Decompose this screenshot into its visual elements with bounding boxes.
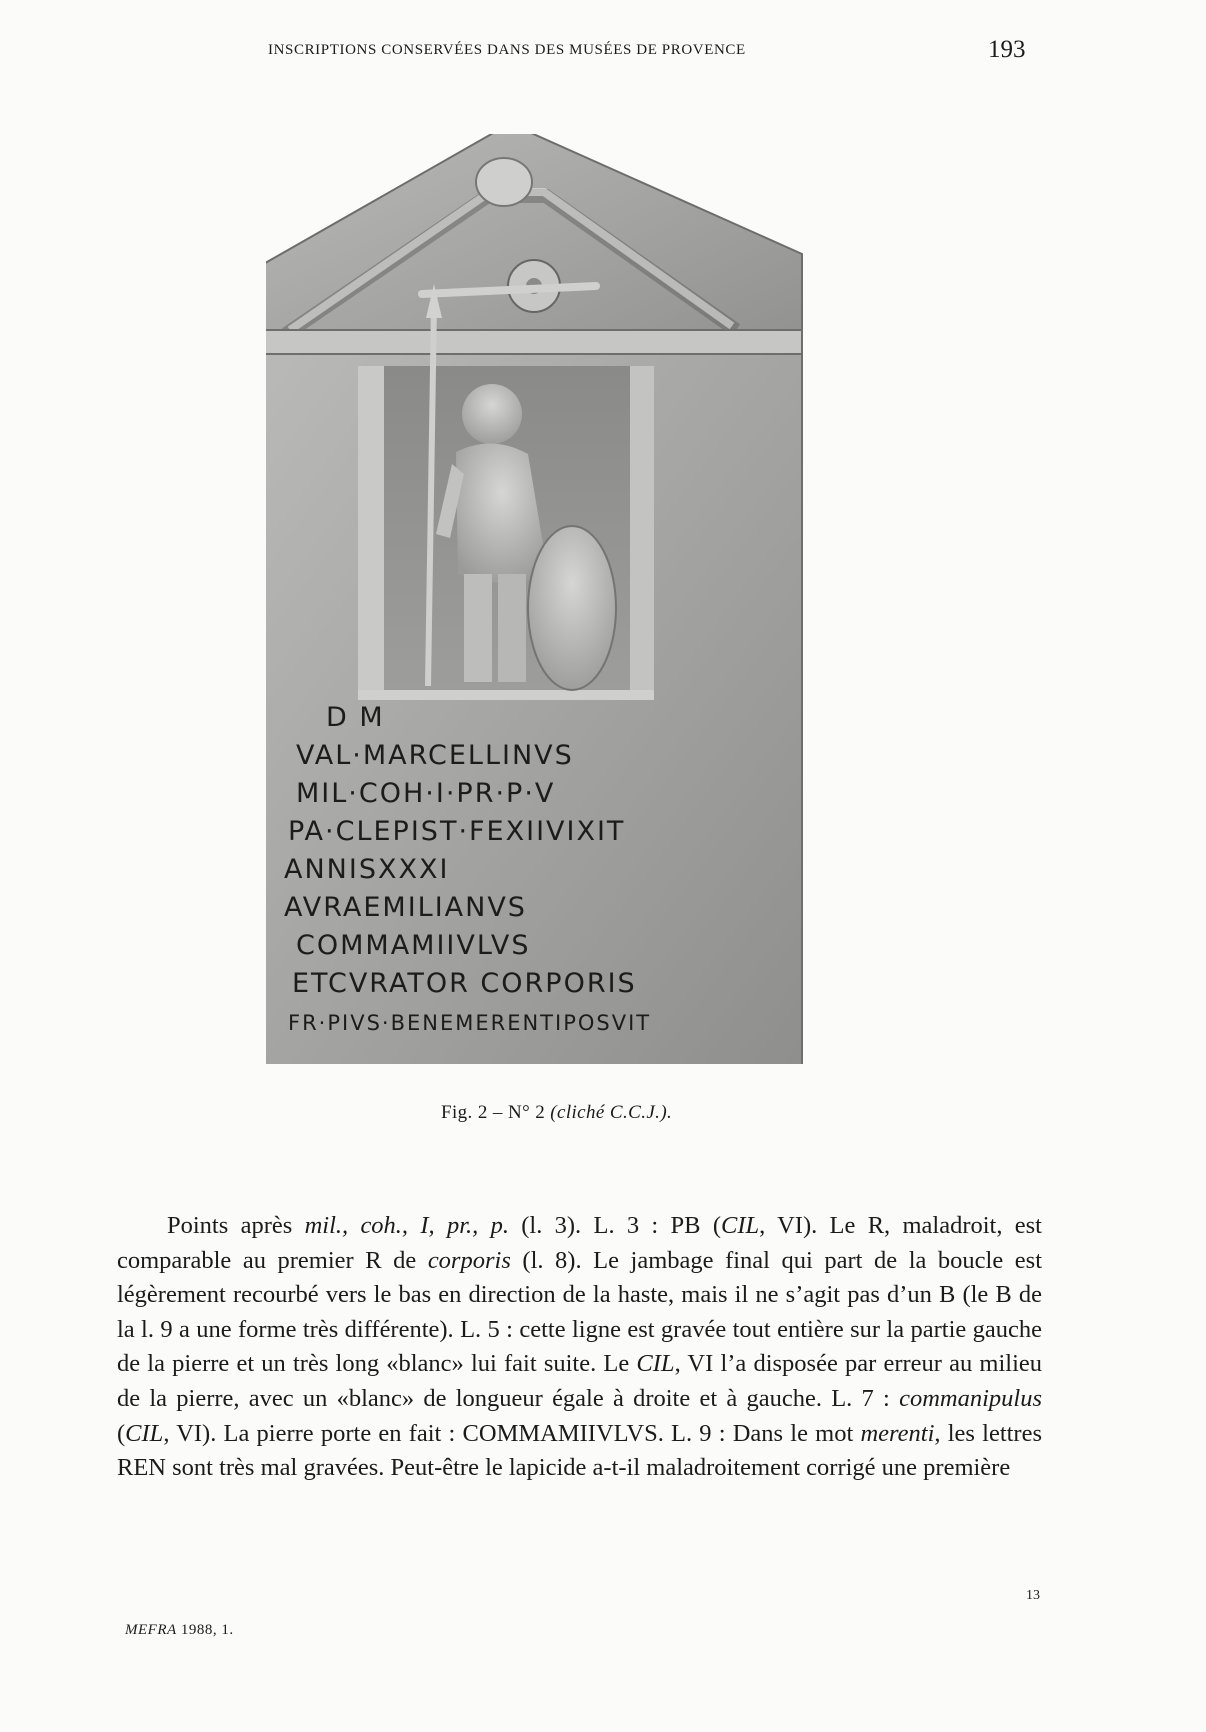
signature-number: 13	[1026, 1588, 1040, 1603]
paragraph	[117, 1209, 1042, 1486]
text-run: Points après	[167, 1212, 305, 1239]
inscription-line-4: PA·CLEPIST·FEXIIVIXIT	[288, 816, 626, 847]
journal-reference	[125, 1622, 234, 1639]
italic-run: commanipulus	[899, 1384, 1042, 1412]
stele-photograph	[266, 134, 894, 1064]
text-run: (l. 8). Le jambage final qui part de la boucle est légèrement recourbé vers le bas en direction de la haste, mais il ne s’agit pas d’un B (le B de la l. 9 a une forme très différente). L. 5 : cette ligne est gravée tout entière sur la partie gauche de la pierre et un très long «blanc» lui fait suite. Le	[117, 1246, 1042, 1378]
italic-run: merenti	[860, 1419, 935, 1447]
inscription-line-2: VAL·MARCELLINVS	[296, 740, 574, 771]
inscription-line-6: AVRAEMILIANVS	[284, 892, 527, 923]
text-run: , VI). Le R, maladroit, est comparable au premier R de	[117, 1212, 1042, 1274]
text-run: , VI l’a disposée par erreur au milieu de la pierre, avec un «blanc» de longueur égale à droite et à gauche. L. 7 :	[117, 1350, 1043, 1412]
caption-label: Fig. 2 – N° 2	[441, 1102, 551, 1123]
text-run: (l. 3). L. 3 : PB (	[508, 1212, 721, 1239]
text-run: , VI). La pierre porte en fait : COMMAMIIVLVS. L. 9 : Dans le mot	[163, 1419, 861, 1447]
journal-name: MEFRA	[125, 1622, 177, 1638]
inscription-line-3: MIL·COH·I·PR·P·V	[296, 778, 556, 809]
caption-credit: (cliché C.C.J.).	[550, 1102, 673, 1123]
body-text	[117, 1209, 1042, 1486]
text-run: (	[117, 1419, 126, 1447]
inscription-line-1: D M	[326, 702, 385, 733]
italic-run: mil., coh., I, pr., p.	[304, 1212, 509, 1239]
italic-run: CIL	[636, 1350, 675, 1378]
inscription-line-5: ANNISXXXI	[284, 854, 450, 885]
inscription-line-7: COMMAMIIVLVS	[296, 930, 531, 961]
inscription-line-9: FR·PIVS·BENEMERENTIPOSVIT	[288, 1011, 652, 1035]
inscription-line-8: ETCVRATOR CORPORIS	[292, 968, 637, 999]
italic-run: CIL	[720, 1212, 760, 1239]
text-run: , les lettres REN sont très mal gravées. Peut-être le lapicide a-t-il maladroitement corrigé une première	[117, 1419, 1042, 1482]
running-title: INSCRIPTIONS CONSERVÉES DANS DES MUSÉES DE PROVENCE	[268, 42, 746, 58]
italic-run: corporis	[427, 1246, 511, 1274]
page-number: 193	[988, 36, 1026, 63]
italic-run: CIL	[125, 1419, 164, 1447]
journal-issue: 1988, 1.	[176, 1622, 234, 1638]
figure-caption	[441, 1102, 672, 1124]
